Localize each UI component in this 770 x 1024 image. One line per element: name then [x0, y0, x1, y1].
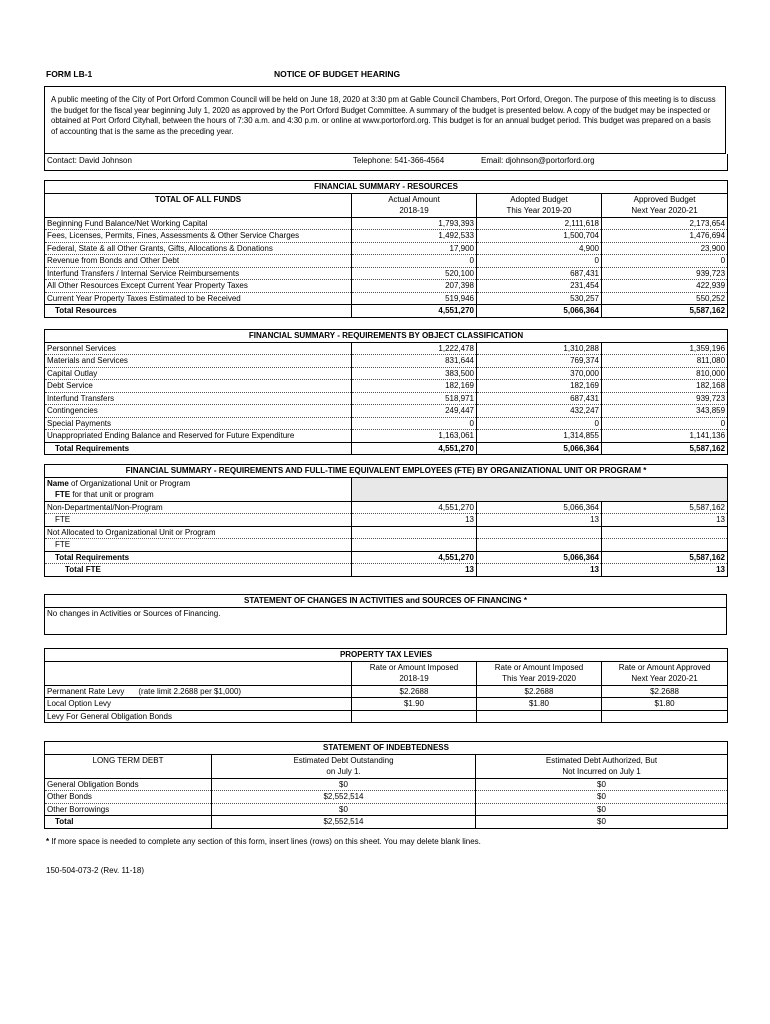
row-value: 2,111,618: [477, 217, 602, 230]
row-label: Materials and Services: [45, 355, 352, 368]
org-unit: Non-Departmental/Non-Program: [45, 501, 352, 514]
value: 13: [477, 514, 602, 527]
col-header: Approved Budget: [602, 193, 728, 205]
row-value: 343,859: [602, 405, 728, 418]
total-value: 5,587,162: [602, 442, 728, 455]
changes-text: No changes in Activities or Sources of Financing.: [45, 607, 727, 634]
requirements-table: [44, 329, 728, 455]
row-label: Interfund Transfers: [45, 392, 352, 405]
row-label: General Obligation Bonds: [45, 778, 212, 791]
col-header: Actual Amount: [352, 193, 477, 205]
row-label: Capital Outlay: [45, 367, 352, 380]
row-value: 0: [352, 417, 477, 430]
col-header: Estimated Debt Outstanding: [212, 754, 476, 766]
table-row: [45, 417, 728, 430]
row-value: 769,374: [477, 355, 602, 368]
col-header: This Year 2019-2020: [477, 673, 602, 685]
row-value: 23,900: [602, 242, 728, 255]
total-label: Total Resources: [45, 305, 352, 318]
value: 5,587,162: [602, 501, 728, 514]
total-label: Total Requirements: [45, 442, 352, 455]
contact-name: Contact: David Johnson: [47, 156, 132, 165]
value: 13: [602, 514, 728, 527]
col-header: Next Year 2020-21: [602, 673, 728, 685]
col-header: 2018-19: [352, 673, 477, 685]
total-value: 13: [352, 564, 477, 577]
table-row: [45, 392, 728, 405]
footnote: * If more space is needed to complete any section of this form, insert lines (rows) on this sheet. You may delete blank lines.: [46, 837, 481, 846]
table-row: [45, 267, 728, 280]
tax-table: [44, 648, 728, 723]
row-value: 383,500: [352, 367, 477, 380]
debt-table: [44, 741, 728, 829]
row-value: 4,900: [477, 242, 602, 255]
fte-label: FTE: [45, 539, 352, 552]
fte-name-header: Name of Organizational Unit or Program: [45, 477, 352, 489]
table-row: [45, 242, 728, 255]
table-row: [45, 778, 728, 791]
value: $2.2688: [352, 685, 477, 698]
fte-title: FINANCIAL SUMMARY - REQUIREMENTS AND FULL-TIME EQUIVALENT EMPLOYEES (FTE) BY ORGANIZATIONAL UNIT OR PROGRAM *: [45, 465, 728, 478]
row-value: $0: [476, 791, 728, 804]
row-value: 1,500,704: [477, 230, 602, 243]
value: 13: [352, 514, 477, 527]
local-option-levy: Local Option Levy: [45, 698, 352, 711]
row-value: 687,431: [477, 392, 602, 405]
table-row: [45, 342, 728, 355]
col-header: LONG TERM DEBT: [45, 754, 212, 766]
total-value: 4,551,270: [352, 442, 477, 455]
notice-text: A public meeting of the City of Port Orford Common Council will be held on June 18, 2020 at 3:30 pm at Gable Council Chambers, Port Orford, Oregon. The purpose of this meeting is to discuss the budget for the fiscal year beginning July 1, 2020 as approved by the Port Orford Budget Committee. A summary of the budget is presented below. A copy of the budget may be inspected or obtained at Port Orford Cityhall, between the hours of 7:30 a.m. and 4:30 p.m. or online at www.portorford.org. This budget is for an annual budget period. This budget was prepared on a basis of accounting that is the same as the preceding year.: [44, 86, 726, 154]
total-label: Total FTE: [45, 564, 352, 577]
row-value: 520,100: [352, 267, 477, 280]
table-row: [45, 230, 728, 243]
total-value: $2,552,514: [212, 816, 476, 829]
row-value: 1,314,855: [477, 430, 602, 443]
row-value: 687,431: [477, 267, 602, 280]
row-value: 810,000: [602, 367, 728, 380]
row-value: 0: [477, 417, 602, 430]
value: $2.2688: [477, 685, 602, 698]
col-header: This Year 2019-20: [477, 205, 602, 217]
row-value: 1,163,061: [352, 430, 477, 443]
row-value: 1,310,288: [477, 342, 602, 355]
form-number: 150-504-073-2 (Rev. 11-18): [46, 866, 144, 875]
row-value: 1,359,196: [602, 342, 728, 355]
value: $1.80: [602, 698, 728, 711]
changes-title: STATEMENT OF CHANGES IN ACTIVITIES and SOURCES OF FINANCING *: [45, 595, 727, 608]
permanent-levy: Permanent Rate Levy (rate limit 2.2688 per $1,000): [45, 685, 352, 698]
tax-title: PROPERTY TAX LEVIES: [45, 649, 728, 662]
col-header: Rate or Amount Imposed: [477, 661, 602, 673]
value: $2.2688: [602, 685, 728, 698]
row-value: 831,644: [352, 355, 477, 368]
col-header: 2018-19: [352, 205, 477, 217]
col-header: on July 1.: [212, 766, 476, 778]
row-value: 519,946: [352, 292, 477, 305]
col-header: Next Year 2020-21: [602, 205, 728, 217]
row-label: Special Payments: [45, 417, 352, 430]
row-label: Other Bonds: [45, 791, 212, 804]
row-value: 0: [602, 417, 728, 430]
row-value: 432,247: [477, 405, 602, 418]
fte-table: [44, 464, 728, 577]
total-value: 13: [602, 564, 728, 577]
fte-gray-cell: [352, 477, 728, 501]
total-value: 5,066,364: [477, 305, 602, 318]
value: $1.90: [352, 698, 477, 711]
value: $1.80: [477, 698, 602, 711]
row-value: 939,723: [602, 392, 728, 405]
table-row: [45, 255, 728, 268]
row-label: Personnel Services: [45, 342, 352, 355]
row-label: Contingencies: [45, 405, 352, 418]
row-label: Federal, State & all Other Grants, Gifts, Allocations & Donations: [45, 242, 352, 255]
row-value: 0: [602, 255, 728, 268]
row-value: 1,141,136: [602, 430, 728, 443]
col-header: Estimated Debt Authorized, But: [476, 754, 728, 766]
row-label: Other Borrowings: [45, 803, 212, 816]
row-value: 550,252: [602, 292, 728, 305]
row-value: $0: [476, 778, 728, 791]
debt-title: STATEMENT OF INDEBTEDNESS: [45, 742, 728, 755]
row-label: Interfund Transfers / Internal Service Reimbursements: [45, 267, 352, 280]
col-header: Rate or Amount Approved: [602, 661, 728, 673]
total-value: 5,587,162: [602, 551, 728, 564]
form-id: FORM LB-1: [46, 69, 93, 79]
row-value: $0: [212, 778, 476, 791]
spacer: [45, 205, 352, 217]
row-value: 0: [477, 255, 602, 268]
requirements-title: FINANCIAL SUMMARY - REQUIREMENTS BY OBJECT CLASSIFICATION: [45, 330, 728, 343]
col-header: Rate or Amount Imposed: [352, 661, 477, 673]
row-value: $0: [476, 803, 728, 816]
fte-fte-header: FTE for that unit or program: [45, 489, 352, 501]
row-label: Beginning Fund Balance/Net Working Capital: [45, 217, 352, 230]
contact-phone: Telephone: 541-366-4564: [353, 156, 445, 165]
table-row: [45, 405, 728, 418]
table-row: [45, 367, 728, 380]
fte-label: FTE: [45, 514, 352, 527]
value: 5,066,364: [477, 501, 602, 514]
row-value: 530,257: [477, 292, 602, 305]
row-value: 207,398: [352, 280, 477, 293]
row-value: 1,222,478: [352, 342, 477, 355]
contact-email: Email: djohnson@portorford.org: [481, 156, 595, 165]
row-value: 1,476,694: [602, 230, 728, 243]
row-value: 0: [352, 255, 477, 268]
table-row: [45, 791, 728, 804]
total-label: Total: [45, 816, 212, 829]
row-value: 1,793,393: [352, 217, 477, 230]
org-unit: Not Allocated to Organizational Unit or Program: [45, 526, 352, 539]
table-row: [45, 355, 728, 368]
row-value: $2,552,514: [212, 791, 476, 804]
total-value: 13: [477, 564, 602, 577]
total-value: 5,066,364: [477, 551, 602, 564]
row-value: 422,939: [602, 280, 728, 293]
table-row: [45, 430, 728, 443]
form-title: NOTICE OF BUDGET HEARING: [274, 69, 401, 79]
row-value: 182,168: [602, 380, 728, 393]
row-value: 231,454: [477, 280, 602, 293]
row-value: 811,080: [602, 355, 728, 368]
row-label: Unappropriated Ending Balance and Reserved for Future Expenditure: [45, 430, 352, 443]
total-value: 5,066,364: [477, 442, 602, 455]
row-label: Current Year Property Taxes Estimated to be Received: [45, 292, 352, 305]
row-value: 1,492,533: [352, 230, 477, 243]
row-value: 939,723: [602, 267, 728, 280]
row-value: 370,000: [477, 367, 602, 380]
table-row: [45, 292, 728, 305]
row-value: 249,447: [352, 405, 477, 418]
col-header: Adopted Budget: [477, 193, 602, 205]
row-value: 2,173,654: [602, 217, 728, 230]
table-row: [45, 803, 728, 816]
total-value: 5,587,162: [602, 305, 728, 318]
value: 4,551,270: [352, 501, 477, 514]
row-value: 182,169: [352, 380, 477, 393]
row-label: Debt Service: [45, 380, 352, 393]
changes-table: [44, 594, 727, 635]
total-value: 4,551,270: [352, 551, 477, 564]
row-label: All Other Resources Except Current Year Property Taxes: [45, 280, 352, 293]
total-value: 4,551,270: [352, 305, 477, 318]
resources-title: FINANCIAL SUMMARY - RESOURCES: [45, 181, 728, 194]
row-value: 17,900: [352, 242, 477, 255]
table-row: [45, 280, 728, 293]
total-value: $0: [476, 816, 728, 829]
resources-col0: TOTAL OF ALL FUNDS: [45, 193, 352, 205]
resources-table: [44, 180, 728, 318]
col-header: Not Incurred on July 1: [476, 766, 728, 778]
table-row: [45, 217, 728, 230]
contact-row: [44, 154, 728, 171]
row-value: $0: [212, 803, 476, 816]
total-label: Total Requirements: [45, 551, 352, 564]
row-value: 518,971: [352, 392, 477, 405]
row-label: Fees, Licenses, Permits, Fines, Assessments & Other Service Charges: [45, 230, 352, 243]
row-value: 182,169: [477, 380, 602, 393]
table-row: [45, 380, 728, 393]
go-bond-levy: Levy For General Obligation Bonds: [45, 710, 352, 723]
row-label: Revenue from Bonds and Other Debt: [45, 255, 352, 268]
